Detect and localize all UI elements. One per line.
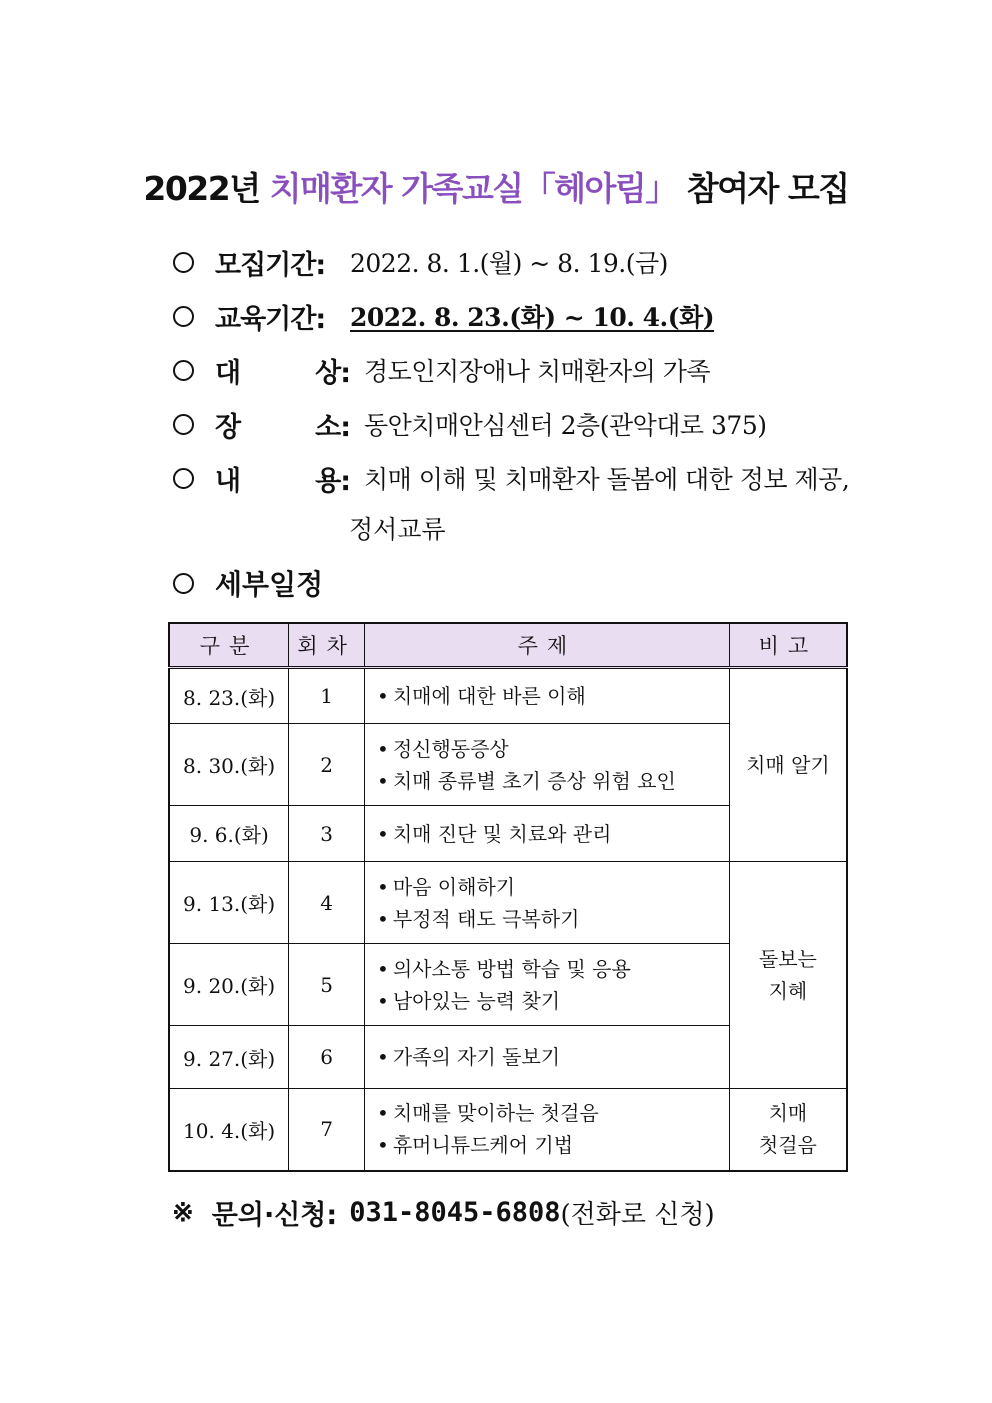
info-label-b: 소: [315,411,350,443]
topic-text: 치매 종류별 초기 증상 위험 요인 [392,768,676,793]
cell-date: 8. 23.(화) [169,668,289,724]
info-label: 교육기간: [215,303,326,335]
topic-item [377,903,729,935]
bullet-icon: • [377,988,389,1013]
header-session: 회차 [289,623,365,668]
cell-session: 5 [289,944,365,1026]
note-text: 돌보는 [758,947,817,971]
table-row [169,862,847,944]
topic-text: 치매를 맞이하는 첫걸음 [392,1101,599,1126]
info-label-a: 장 [215,411,241,443]
reference-mark: ※ [172,1197,194,1228]
table-row [169,668,847,724]
cell-topic [365,724,730,806]
section-heading [170,563,323,603]
bullet-icon: • [377,956,389,981]
schedule-table [168,622,848,1172]
info-value: 2022. 8. 23.(화) ~ 10. 4.(화) [350,303,715,332]
cell-topic [365,1089,730,1171]
title-rest: 참여자 모집 [686,169,849,208]
bullet-icon: • [377,906,389,931]
topic-item [377,680,729,712]
bullet-icon: • [377,1045,389,1069]
topic-text: 정신행동증상 [392,736,509,761]
bullet-icon: • [377,1133,389,1158]
cell-date: 9. 27.(화) [169,1026,289,1089]
topic-item [377,953,729,985]
info-target [170,350,710,390]
note-text: 지혜 [768,979,808,1003]
info-label: 모집기간: [215,249,326,281]
info-value: 동안치매안심센터 2층(관악대로 375) [364,411,767,440]
topic-text: 휴머니튜드케어 기법 [392,1133,574,1158]
info-content-continued: 정서교류 [349,515,446,544]
cell-session: 4 [289,862,365,944]
page-title [0,163,992,210]
bullet-icon: • [377,1101,389,1126]
topic-item [377,1041,729,1073]
note-text: 치매 알기 [746,753,830,777]
cell-topic [365,1026,730,1089]
topic-item [377,985,729,1017]
info-recruit-period [170,242,668,282]
topic-item [377,765,729,797]
header-note: 비고 [729,623,847,668]
cell-note [729,862,847,1089]
info-value: 치매 이해 및 치매환자 돌봄에 대한 정보 제공, [364,465,850,494]
cell-topic [365,862,730,944]
header-category: 구분 [169,623,289,668]
cell-topic [365,668,730,724]
contact-label: 문의·신청: [211,1200,338,1231]
cell-date: 9. 6.(화) [169,806,289,862]
topic-item [377,1129,729,1161]
table-header-row [169,623,847,668]
topic-text: 부정적 태도 극복하기 [392,906,580,931]
cell-date: 9. 13.(화) [169,862,289,944]
contact-suffix: (전화로 신청) [560,1200,715,1230]
cell-topic [365,806,730,862]
circle-bullet-icon [173,252,194,273]
header-topic: 주제 [365,623,730,668]
topic-text: 치매 진단 및 치료와 관리 [392,821,612,846]
info-location [170,404,766,444]
info-label [215,459,350,498]
circle-bullet-icon [173,306,194,327]
cell-session: 6 [289,1026,365,1089]
title-highlight-program: 치매환자 가족교실 [269,169,523,208]
topic-text: 가족의 자기 돌보기 [392,1045,561,1069]
info-label-b: 상: [315,357,350,389]
contact-line [172,1193,715,1232]
info-label [215,351,350,390]
info-edu-period [170,296,714,336]
title-highlight-name: 「헤아림」 [522,169,677,208]
cell-note [729,668,847,862]
circle-bullet-icon [173,573,194,594]
circle-bullet-icon [173,468,194,489]
topic-item [377,818,729,850]
cell-date: 10. 4.(화) [169,1089,289,1171]
info-label-a: 대 [215,357,241,389]
topic-text: 의사소통 방법 학습 및 응용 [392,956,631,981]
bullet-icon: • [377,821,389,846]
bullet-icon: • [377,874,389,899]
topic-item [377,1097,729,1129]
cell-topic [365,944,730,1026]
info-value: 경도인지장애나 치매환자의 가족 [364,357,710,386]
cell-session: 3 [289,806,365,862]
cell-session: 2 [289,724,365,806]
topic-item [377,871,729,903]
cell-session: 1 [289,668,365,724]
bullet-icon: • [377,684,389,708]
section-title: 세부일정 [215,568,324,601]
cell-session: 7 [289,1089,365,1171]
note-text: 치매 [768,1101,808,1126]
cell-date: 9. 20.(화) [169,944,289,1026]
info-label-a: 내 [215,465,241,497]
circle-bullet-icon [173,360,194,381]
circle-bullet-icon [173,414,194,435]
topic-item [377,733,729,765]
bullet-icon: • [377,768,389,793]
topic-text: 마음 이해하기 [392,874,516,899]
info-value: 2022. 8. 1.(월) ~ 8. 19.(금) [350,249,668,278]
topic-text: 치매에 대한 바른 이해 [392,684,586,708]
topic-text: 남아있는 능력 찾기 [392,988,561,1013]
cell-date: 8. 30.(화) [169,724,289,806]
info-label [215,405,350,444]
info-label-b: 용: [315,465,350,497]
title-year: 2022년 [143,169,260,208]
table-row [169,1089,847,1171]
note-text: 첫걸음 [758,1133,817,1158]
bullet-icon: • [377,736,389,761]
cell-note [729,1089,847,1171]
contact-phone: 031-8045-6808 [349,1197,561,1228]
info-content [170,458,849,498]
